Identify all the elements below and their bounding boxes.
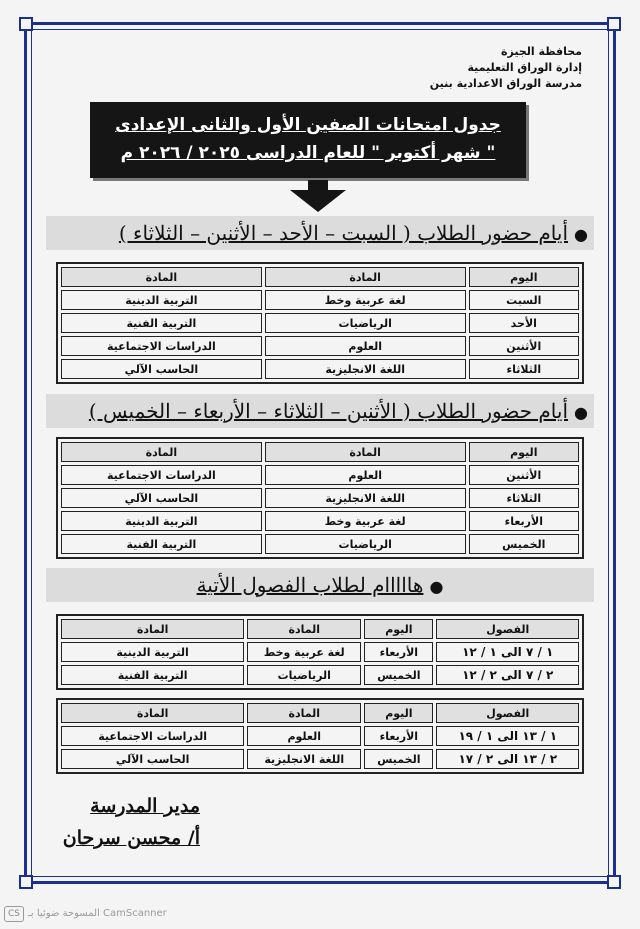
section-2-table: [56, 437, 584, 559]
bullet-icon: ●: [574, 403, 588, 422]
camscanner-logo: CS: [4, 906, 24, 922]
subject-cell: الحاسب الآلي: [61, 359, 262, 379]
subject-cell: لغة عربية وخط: [265, 290, 466, 310]
header-cell: المادة: [61, 442, 262, 462]
header-cell: المادة: [61, 619, 244, 639]
header-cell: اليوم: [469, 267, 579, 287]
title-line-2: " شهر أكتوبر " للعام الدراسى ٢٠٢٥ / ٢٠٢٦ م: [120, 143, 496, 163]
bullet-icon: ●: [429, 577, 444, 596]
border-corner-top-left: [19, 17, 33, 31]
classes-cell: ٢ / ٧ الى ٢ / ١٢: [436, 665, 579, 685]
day-cell: الخميس: [364, 665, 433, 685]
down-arrow-icon: [290, 180, 346, 212]
principal-signature: [63, 790, 200, 854]
subject-cell: اللغة الانجليزية: [247, 749, 361, 769]
day-cell: الأثنين: [469, 465, 579, 485]
table-header-row: [61, 267, 579, 287]
header-cell: المادة: [247, 619, 361, 639]
subject-cell: العلوم: [265, 336, 466, 356]
table-header-row: [61, 442, 579, 462]
subject-cell: الرياضيات: [265, 313, 466, 333]
border-corner-top-right: [607, 17, 621, 31]
day-cell: الخميس: [364, 749, 433, 769]
principal-name: أ/ محسن سرحان: [62, 827, 200, 849]
header-cell: اليوم: [364, 619, 433, 639]
subject-cell: لغة عربية وخط: [247, 642, 361, 662]
day-cell: الأربعاء: [469, 511, 579, 531]
subject-cell: الرياضيات: [265, 534, 466, 554]
header-cell: اليوم: [469, 442, 579, 462]
day-cell: الثلاثاء: [469, 359, 579, 379]
administration-name: إدارة الوراق التعليمية: [467, 61, 582, 74]
school-header: [430, 44, 582, 92]
section-2-heading-bar: [46, 394, 594, 428]
scanner-watermark: CamScanner المسوحة ضوئيا بـ: [28, 908, 167, 919]
day-cell: الأربعاء: [364, 642, 433, 662]
header-cell: المادة: [61, 703, 244, 723]
principal-title: مدير المدرسة: [90, 795, 200, 817]
table-row: [61, 534, 579, 554]
title-line-1: جدول امتحانات الصفين الأول والثانى الإعدادى: [115, 115, 501, 135]
classes-table-2: [56, 698, 584, 774]
table-row: [61, 336, 579, 356]
border-corner-bottom-right: [607, 875, 621, 889]
section-2-heading: أيام حضور الطلاب ( الأثنين – الثلاثاء – الأربعاء – الخميس ): [88, 399, 569, 423]
subject-cell: العلوم: [265, 465, 466, 485]
header-cell: المادة: [247, 703, 361, 723]
header-cell: المادة: [61, 267, 262, 287]
section-1-heading: أيام حضور الطلاب ( السبت – الأحد – الأثنين – الثلاثاء ): [118, 221, 569, 245]
header-cell: اليوم: [364, 703, 433, 723]
table-header-row: [61, 703, 579, 723]
title-banner: [90, 102, 526, 178]
header-cell: المادة: [265, 267, 466, 287]
subject-cell: التربية الفنية: [61, 665, 244, 685]
subject-cell: اللغة الانجليزية: [265, 488, 466, 508]
subject-cell: التربية الفنية: [61, 313, 262, 333]
table-row: [61, 726, 579, 746]
day-cell: الأربعاء: [364, 726, 433, 746]
table-row: [61, 665, 579, 685]
section-3-heading-bar: [46, 568, 594, 602]
subject-cell: التربية الفنية: [61, 534, 262, 554]
section-1-table: [56, 262, 584, 384]
subject-cell: التربية الدينية: [61, 290, 262, 310]
header-cell: الفصول: [436, 619, 579, 639]
subject-cell: التربية الدينية: [61, 642, 244, 662]
classes-cell: ٢ / ١٣ الى ٢ / ١٧: [436, 749, 579, 769]
table-row: [61, 359, 579, 379]
table-row: [61, 749, 579, 769]
header-cell: المادة: [265, 442, 466, 462]
classes-cell: ١ / ١٣ الى ١ / ١٩: [436, 726, 579, 746]
day-cell: الأثنين: [469, 336, 579, 356]
bullet-icon: ●: [574, 225, 588, 244]
subject-cell: اللغة الانجليزية: [265, 359, 466, 379]
subject-cell: العلوم: [247, 726, 361, 746]
header-cell: الفصول: [436, 703, 579, 723]
table-row: [61, 488, 579, 508]
section-3-heading: هااااام لطلاب الفصول الأتية: [196, 573, 424, 597]
day-cell: الأحد: [469, 313, 579, 333]
subject-cell: الدراسات الاجتماعية: [61, 726, 244, 746]
school-name: مدرسة الوراق الاعدادية بنين: [429, 77, 582, 90]
subject-cell: الحاسب الآلي: [61, 488, 262, 508]
classes-cell: ١ / ٧ الى ١ / ١٢: [436, 642, 579, 662]
table-row: [61, 642, 579, 662]
table-header-row: [61, 619, 579, 639]
table-row: [61, 465, 579, 485]
section-1-heading-bar: [46, 216, 594, 250]
day-cell: السبت: [469, 290, 579, 310]
table-row: [61, 313, 579, 333]
table-row: [61, 511, 579, 531]
subject-cell: الدراسات الاجتماعية: [61, 465, 262, 485]
day-cell: الخميس: [469, 534, 579, 554]
subject-cell: الرياضيات: [247, 665, 361, 685]
subject-cell: الدراسات الاجتماعية: [61, 336, 262, 356]
governorate-name: محافظة الجيزة: [501, 45, 582, 58]
day-cell: الثلاثاء: [469, 488, 579, 508]
border-corner-bottom-left: [19, 875, 33, 889]
table-row: [61, 290, 579, 310]
subject-cell: التربية الدينية: [61, 511, 262, 531]
subject-cell: الحاسب الآلي: [61, 749, 244, 769]
subject-cell: لغة عربية وخط: [265, 511, 466, 531]
classes-table-1: [56, 614, 584, 690]
